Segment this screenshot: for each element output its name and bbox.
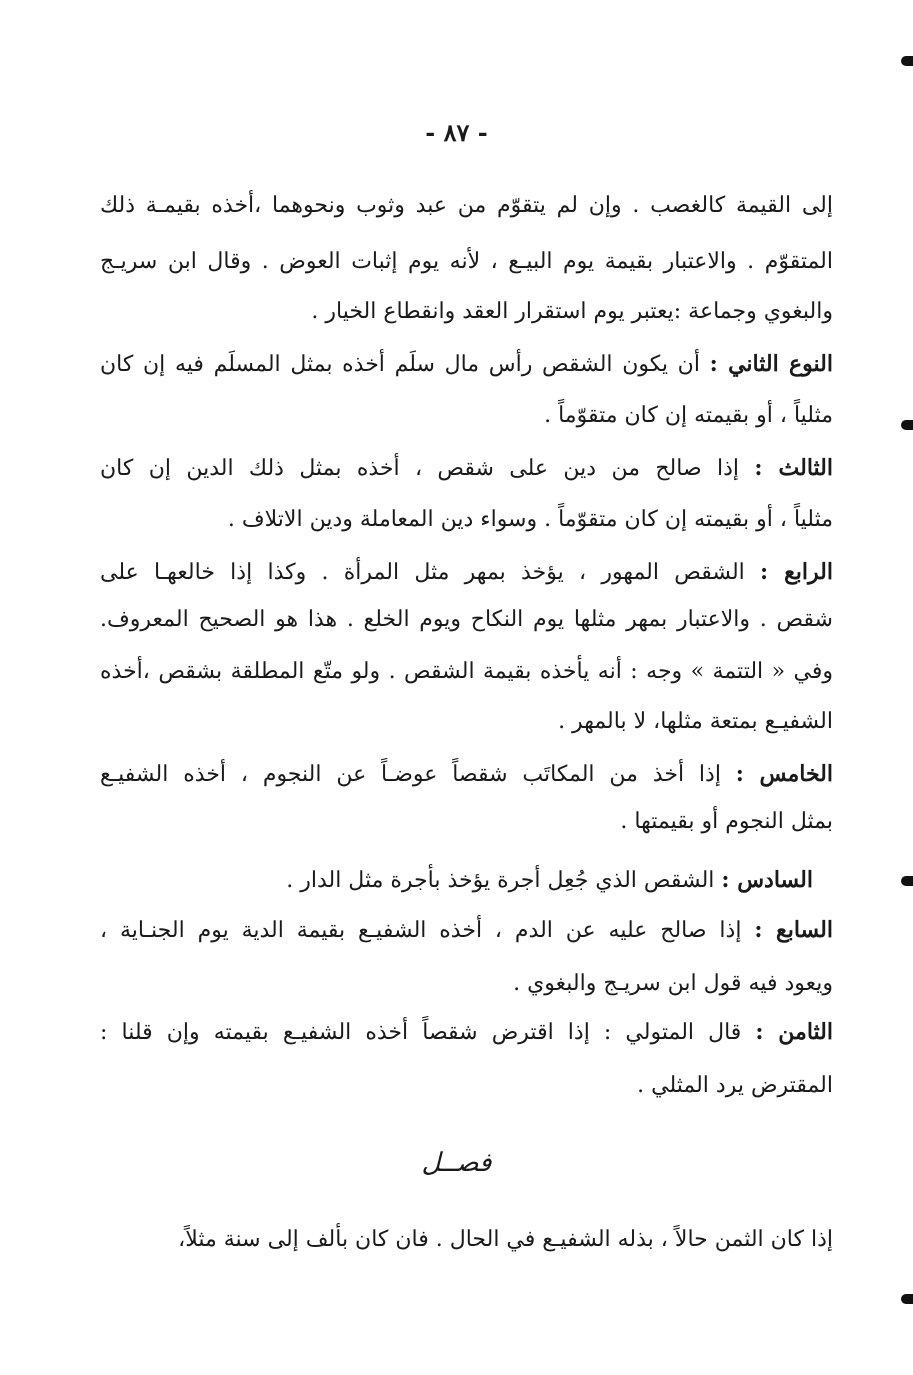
text-line: وفي « التتمة » وجه : أنه يأخذه بقيمة الشقص . ولو متّع المطلقة بشقص ،أخذه: [100, 659, 833, 684]
text-line: السادس : الشقص الذي جُعِل أجرة يؤخذ بأجرة مثل الدار .: [286, 867, 813, 893]
item-keyword: الرابع :: [760, 559, 833, 585]
text-line: إذا كان الثمن حالاً ، بذله الشفيـع في الحال . فان كان بألف إلى سنة مثلاً،: [178, 1227, 833, 1252]
page-edge-mark: [901, 56, 913, 66]
text-line: ويعود فيه قول ابن سريـج والبغوي .: [513, 971, 833, 996]
text-line: مثلياً ، أو بقيمته إن كان متقوّماً .: [544, 403, 833, 428]
text-line: شقص . والاعتبار بمهر مثلها يوم النكاح ويوم الخلع . هذا هو الصحيح المعروف.: [100, 607, 833, 632]
text-line: والبغوي وجماعة :يعتبر يوم استقرار العقد وانقطاع الخيار .: [311, 299, 833, 324]
body-text: [100, 182, 833, 1098]
page-edge-mark: [901, 876, 913, 886]
item-keyword: الثامن :: [755, 1019, 833, 1045]
text-line: السابع : إذا صالح عليه عن الدم ، أخذه الشفيـع بقيمة الدية يوم الجنـاية ،: [100, 917, 833, 943]
page-edge-mark: [901, 1294, 913, 1304]
text-line: الخامس : إذا أخذ من المكاتَب شقصاً عوضـاً عن النجوم ، أخذه الشفيـع: [100, 761, 833, 787]
text-line: بمثل النجوم أو بقيمتها .: [620, 809, 833, 834]
section-body-text: [100, 1216, 833, 1276]
page-number: - ٨٧ -: [425, 118, 488, 147]
item-keyword: السادس :: [721, 867, 813, 893]
text-line: إلى القيمة كالغصب . وإن لم يتقوّم من عبد وثوب ونحوهما ،أخذه بقيمـة ذلك: [100, 193, 833, 218]
text-line: النوع الثاني : أن يكون الشقص رأس مال سلَم أخذه بمثل المسلَم فيه إن كان: [100, 351, 833, 377]
section-heading: فصــل: [421, 1148, 492, 1178]
text-line: الثامن : قال المتولي : إذا اقترض شقصاً أخذه الشفيـع بقيمته وإن قلنا :: [100, 1019, 833, 1045]
text-line: الشفيـع بمتعة مثلها، لا بالمهر .: [558, 709, 833, 734]
text-line: الثالث : إذا صالح من دين على شقص ، أخذه بمثل ذلك الدين إن كان: [100, 455, 833, 481]
item-keyword: النوع الثاني :: [709, 351, 833, 377]
item-keyword: الثالث :: [754, 455, 833, 481]
text-line: مثلياً ، أو بقيمته إن كان متقوّماً . وسواء دين المعاملة ودين الاتلاف .: [227, 507, 833, 532]
item-keyword: الخامس :: [735, 761, 833, 787]
item-keyword: السابع :: [754, 917, 833, 943]
page-edge-mark: [901, 420, 913, 430]
text-line: الرابع : الشقص المهور ، يؤخذ بمهر مثل المرأة . وكذا إذا خالعهـا على: [100, 559, 833, 585]
text-line: المقترض يرد المثلي .: [637, 1073, 833, 1098]
text-line: المتقوّم . والاعتبار بقيمة يوم البيـع ، لأنه يوم إثبات العوض . وقال ابن سريـج: [100, 249, 833, 274]
